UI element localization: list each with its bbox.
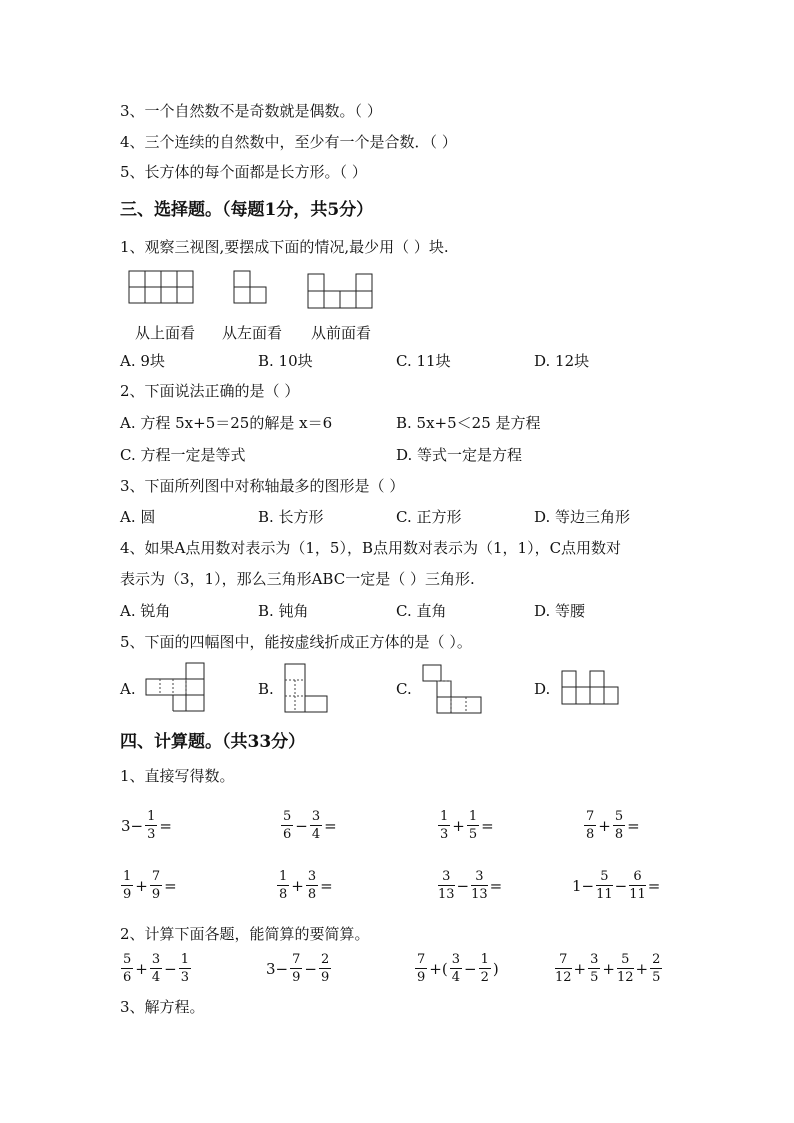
choice-q1-stem: 1、观察三视图,要摆成下面的情况,最少用（ ）块. (120, 238, 449, 256)
numerator: 3 (471, 870, 488, 886)
numerator: 2 (652, 952, 661, 967)
operator: − (304, 959, 317, 978)
fraction (479, 953, 491, 984)
q5-net-a-figure (145, 662, 207, 718)
choice-q5-stem: 5、下面的四幅图中，能按虚线折成正方体的是（ ）。 (120, 633, 472, 651)
numerator: 5 (283, 809, 292, 824)
calc-q1-stem: 1、直接写得数。 (120, 767, 235, 785)
fraction (555, 953, 572, 984)
expression-tail: = (489, 876, 503, 895)
left-view-figure (233, 270, 273, 308)
denominator: 4 (151, 970, 161, 985)
front-view-figure (307, 273, 379, 313)
q5-net-b-figure (284, 663, 330, 715)
fraction (290, 953, 302, 984)
denominator: 3 (180, 970, 189, 985)
operator: + (635, 959, 649, 978)
judgment-item-4: 4、三个连续的自然数中，至少有一个是合数．（ ） (120, 133, 457, 151)
fraction (319, 953, 331, 984)
numerator: 3 (451, 952, 460, 967)
denominator: 13 (471, 887, 488, 902)
numerator: 7 (555, 953, 572, 969)
fraction (179, 953, 191, 984)
operator: + (452, 816, 465, 835)
expression-tail: = (324, 816, 337, 835)
fraction (617, 953, 634, 984)
operator: − (164, 959, 177, 978)
section-calc-heading: 四、计算题。（共33分） (120, 732, 306, 752)
expression (276, 870, 334, 901)
q5-net-d-figure (561, 670, 621, 708)
denominator: 5 (468, 827, 478, 842)
q5-option-a-label: A. (120, 680, 136, 698)
numerator: 5 (123, 952, 132, 967)
numerator: 5 (614, 809, 624, 824)
fraction (629, 870, 646, 901)
denominator: 8 (614, 827, 624, 842)
expression (120, 870, 178, 901)
numerator: 3 (438, 870, 455, 886)
denominator: 12 (555, 970, 572, 985)
q5-option-b-label: B. (258, 680, 274, 698)
operator: − (463, 959, 477, 978)
numerator: 2 (320, 952, 330, 967)
denominator: 3 (147, 827, 156, 842)
judgment-item-3: 3、一个自然数不是奇数就是偶数。（ ） (120, 102, 382, 120)
denominator: 13 (438, 887, 455, 902)
denominator: 5 (652, 970, 661, 985)
denominator: 12 (616, 970, 634, 985)
numerator: 7 (292, 952, 301, 967)
expression-tail: = (647, 876, 661, 895)
q1-option-d: D. 12块 (534, 352, 590, 370)
q5-net-c-figure (422, 664, 484, 716)
calc-q3-stem: 3、解方程。 (120, 998, 205, 1016)
q4-option-d: D. 等腰 (534, 602, 586, 620)
expression (414, 953, 500, 984)
numerator: 1 (480, 952, 489, 967)
expression-tail: ) (492, 959, 499, 978)
q2-option-b: B. 5x+5＜25 是方程 (396, 414, 541, 432)
fraction (310, 810, 322, 841)
denominator: 6 (283, 827, 292, 842)
expression (571, 870, 661, 901)
fraction (438, 810, 450, 841)
fraction (145, 810, 157, 841)
view-label-top: 从上面看 (135, 324, 196, 342)
denominator: 11 (596, 887, 613, 902)
fraction (438, 870, 455, 901)
expression-tail: = (320, 876, 333, 895)
q3-option-d: D. 等边三角形 (534, 508, 631, 526)
operator: + (602, 959, 615, 978)
numerator: 7 (417, 952, 426, 967)
q2-option-d: D. 等式一定是方程 (396, 446, 523, 464)
q1-option-a: A. 9块 (120, 352, 165, 370)
expression-tail: = (481, 816, 494, 835)
expression-lead: 3− (121, 816, 144, 835)
expression (554, 953, 663, 984)
operator: − (614, 876, 628, 895)
numerator: 1 (147, 809, 156, 824)
q4-option-a: A. 锐角 (120, 602, 171, 620)
fraction (450, 953, 462, 984)
denominator: 9 (417, 970, 426, 985)
q2-option-a: A. 方程 5x+5＝25的解是 x＝6 (120, 414, 333, 432)
fraction (415, 953, 427, 984)
numerator: 1 (279, 869, 288, 884)
denominator: 9 (151, 887, 161, 902)
choice-q4-line2: 表示为（3，1），那么三角形ABC一定是（ ）三角形. (120, 570, 475, 588)
fraction (467, 810, 479, 841)
numerator: 5 (596, 870, 613, 886)
numerator: 1 (180, 952, 189, 967)
fraction (596, 870, 613, 901)
q1-option-c: C. 11块 (396, 352, 451, 370)
fraction (584, 810, 596, 841)
operator: + (135, 959, 148, 978)
fraction (650, 953, 662, 984)
denominator: 9 (123, 887, 132, 902)
fraction (281, 810, 293, 841)
q4-option-b: B. 钝角 (258, 602, 309, 620)
denominator: 9 (292, 970, 301, 985)
q4-option-c: C. 直角 (396, 602, 447, 620)
denominator: 3 (440, 827, 449, 842)
expression-tail: = (164, 876, 177, 895)
denominator: 11 (629, 887, 646, 902)
fraction (150, 953, 162, 984)
choice-q4-line1: 4、如果A点用数对表示为（1，5），B点用数对表示为（1，1），C点用数对 (120, 539, 622, 557)
q5-option-c-label: C. (396, 680, 412, 698)
q3-option-b: B. 长方形 (258, 508, 324, 526)
expression-tail: = (159, 816, 172, 835)
numerator: 1 (440, 809, 449, 824)
denominator: 4 (451, 970, 460, 985)
expression (120, 810, 173, 841)
operator: − (295, 816, 308, 835)
numerator: 7 (586, 809, 595, 824)
operator: +( (429, 959, 448, 978)
expression (265, 953, 332, 984)
denominator: 8 (307, 887, 317, 902)
q2-option-c: C. 方程一定是等式 (120, 446, 246, 464)
numerator: 1 (123, 869, 132, 884)
denominator: 6 (123, 970, 132, 985)
denominator: 4 (311, 827, 321, 842)
q3-option-c: C. 正方形 (396, 508, 462, 526)
expression-lead: 3− (266, 959, 289, 978)
fraction (121, 870, 133, 901)
fraction (588, 953, 600, 984)
operator: + (135, 876, 148, 895)
q5-option-d-label: D. (534, 680, 551, 698)
view-label-left: 从左面看 (222, 324, 283, 342)
fraction (150, 870, 162, 901)
calc-q2-stem: 2、计算下面各题，能简算的要简算。 (120, 925, 370, 943)
denominator: 5 (590, 970, 599, 985)
view-label-front: 从前面看 (311, 324, 372, 342)
section-choice-heading: 三、选择题。（每题1分，共5分） (120, 200, 374, 220)
choice-q3-stem: 3、下面所列图中对称轴最多的图形是（ ） (120, 477, 405, 495)
expression (583, 810, 641, 841)
expression-lead: 1− (572, 876, 595, 895)
expression-tail: = (627, 816, 640, 835)
fraction (471, 870, 488, 901)
numerator: 3 (590, 952, 599, 967)
operator: − (456, 876, 470, 895)
expression (120, 953, 192, 984)
denominator: 8 (279, 887, 288, 902)
denominator: 9 (320, 970, 330, 985)
operator: + (573, 959, 587, 978)
denominator: 8 (586, 827, 595, 842)
numerator: 7 (151, 869, 161, 884)
numerator: 3 (151, 952, 161, 967)
numerator: 6 (629, 870, 646, 886)
expression (280, 810, 338, 841)
expression (437, 870, 503, 901)
operator: + (291, 876, 304, 895)
expression (437, 810, 495, 841)
fraction (277, 870, 289, 901)
numerator: 3 (311, 809, 321, 824)
choice-q2-stem: 2、下面说法正确的是（ ） (120, 382, 300, 400)
numerator: 5 (617, 953, 634, 969)
judgment-item-5: 5、长方体的每个面都是长方形。（ ） (120, 163, 367, 181)
numerator: 1 (468, 809, 478, 824)
denominator: 2 (480, 970, 489, 985)
numerator: 3 (307, 869, 317, 884)
q3-option-a: A. 圆 (120, 508, 156, 526)
top-view-figure (128, 270, 198, 308)
fraction (306, 870, 318, 901)
operator: + (598, 816, 611, 835)
q1-option-b: B. 10块 (258, 352, 313, 370)
fraction (613, 810, 625, 841)
fraction (121, 953, 133, 984)
